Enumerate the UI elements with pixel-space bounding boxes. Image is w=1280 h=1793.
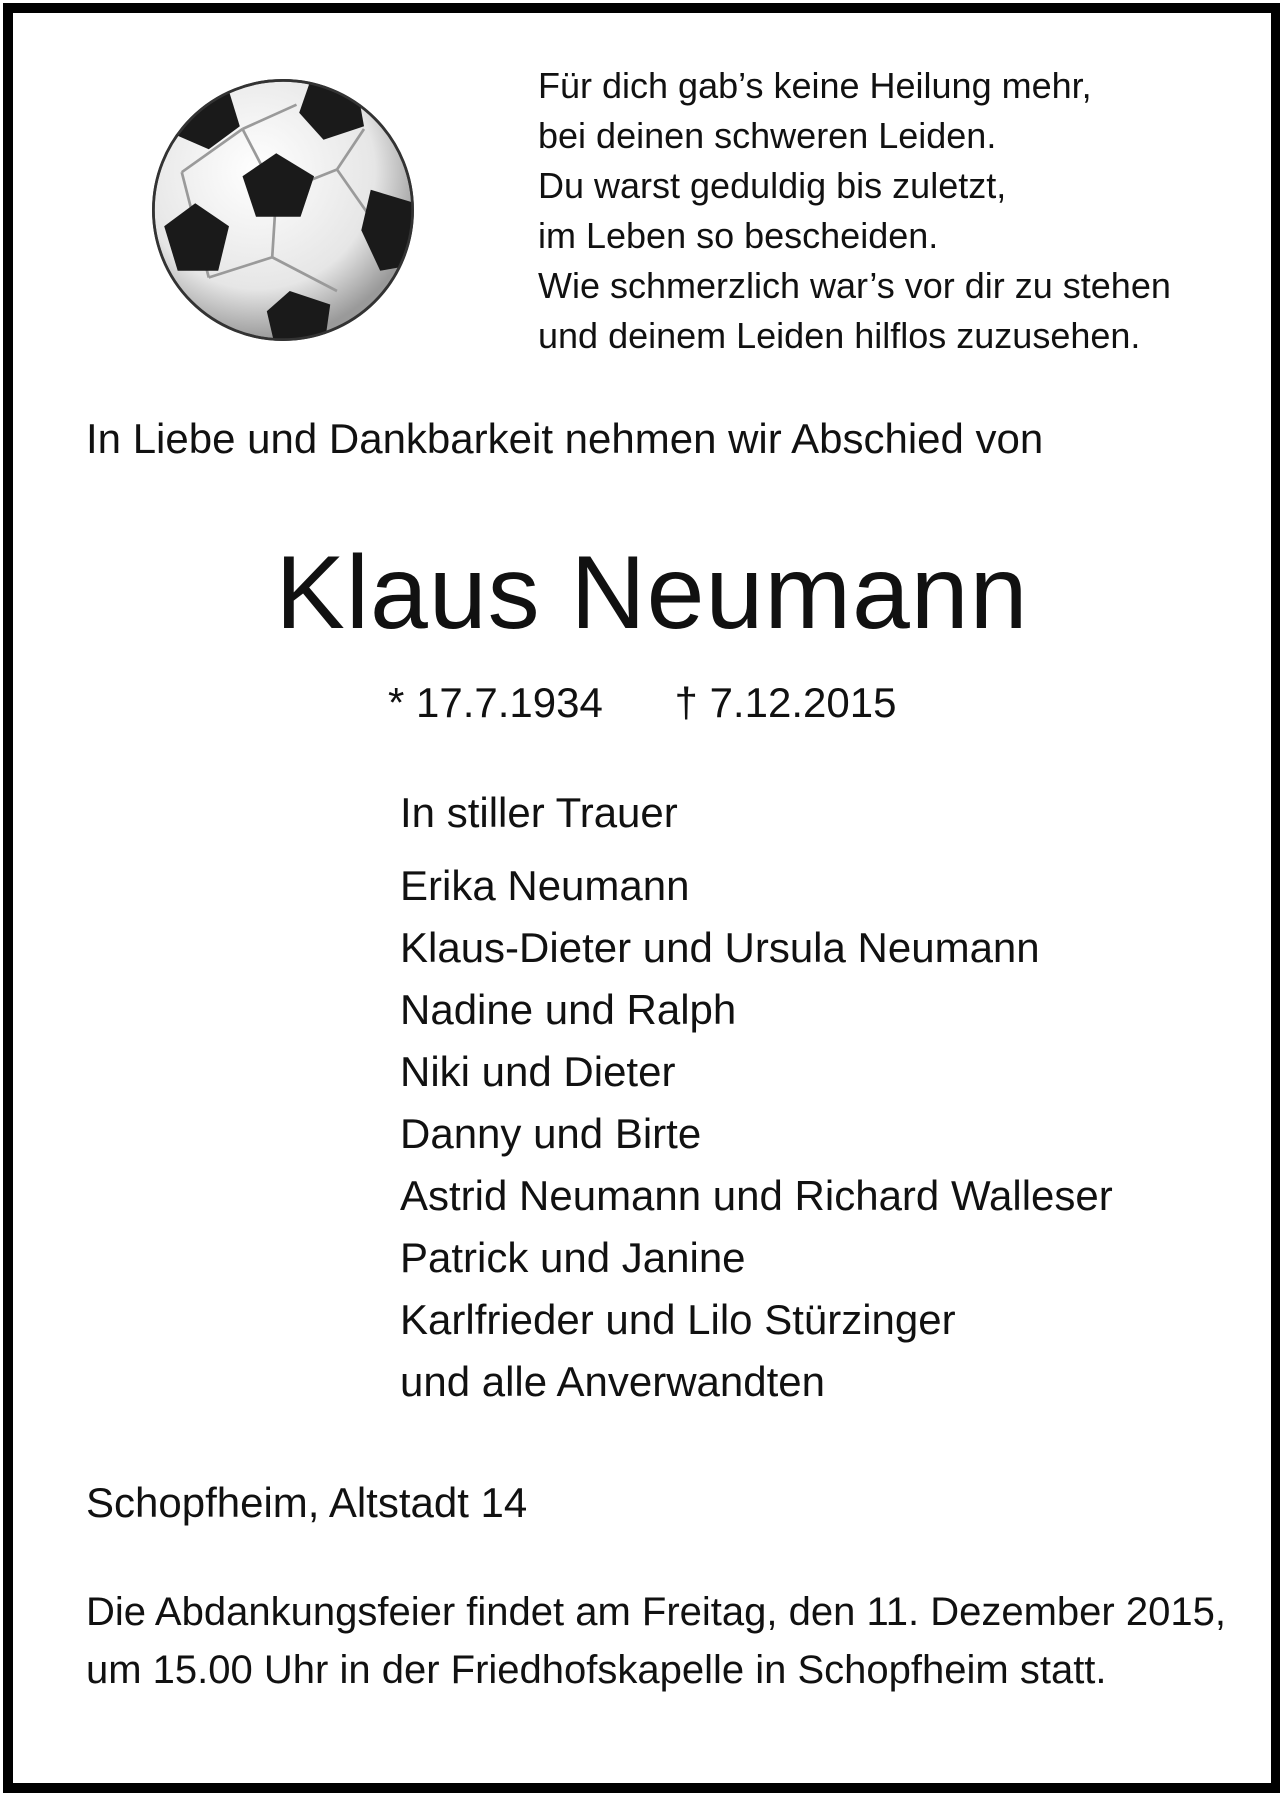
poem-line: und deinem Leiden hilflos zuzusehen. [538,315,1141,356]
poem-line: im Leben so bescheiden. [538,215,939,256]
obituary-frame [3,3,1280,1793]
address: Schopfheim, Altstadt 14 [86,1479,528,1526]
mourners-heading: In stiller Trauer [400,789,678,836]
soccer-ball-icon [148,75,418,345]
mourner-item: Klaus-Dieter und Ursula Neumann [400,924,1040,971]
mourner-item: Patrick und Janine [400,1234,746,1281]
poem [538,61,1238,361]
birth-date: * 17.7.1934 [388,679,603,726]
deceased-name: Klaus Neumann [275,535,1029,651]
service-notice: Die Abdankungsfeier findet am Freitag, den 11. Dezember 2015, um 15.00 Uhr in der Friedhofskapelle in Schopfheim statt. [86,1590,1226,1692]
poem-line: Wie schmerzlich war’s vor dir zu stehen [538,265,1171,306]
mourner-item: Danny und Birte [400,1110,702,1157]
poem-line: bei deinen schweren Leiden. [538,115,997,156]
mourner-item: Astrid Neumann und Richard Walleser [400,1172,1113,1219]
mourner-item: Niki und Dieter [400,1048,676,1095]
intro-text: In Liebe und Dankbarkeit nehmen wir Abschied von [86,415,1044,462]
poem-line: Du warst geduldig bis zuletzt, [538,165,1007,206]
mourner-item: Nadine und Ralph [400,986,737,1033]
life-dates [388,675,896,731]
mourner-item: Karlfrieder und Lilo Stürzinger [400,1296,956,1343]
mourner-item: und alle Anverwandten [400,1358,825,1405]
mourners-list [400,783,1113,1413]
poem-line: Für dich gab’s keine Heilung mehr, [538,65,1092,106]
mourner-item: Erika Neumann [400,862,690,909]
death-date: † 7.12.2015 [674,679,897,726]
